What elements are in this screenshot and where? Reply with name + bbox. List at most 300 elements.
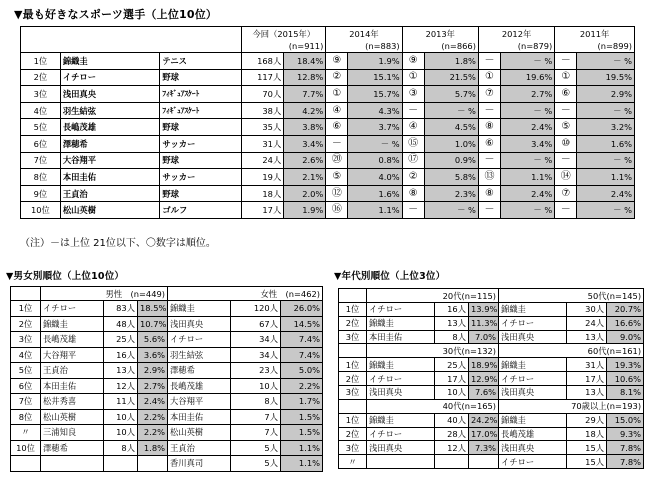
male-pct: 5.6% [138, 332, 168, 348]
header-current: 今回（2015年） [242, 27, 326, 41]
main-header-row [21, 27, 635, 41]
female-count: 5人 [231, 456, 281, 472]
rank-cell: 1位 [21, 53, 61, 70]
rank-2014: ⑥ [326, 119, 348, 136]
left-pct: 11.3% [469, 316, 499, 330]
age-row [339, 330, 644, 344]
male-count: 13人 [104, 363, 138, 379]
rank-cell: 2位 [339, 427, 367, 441]
rank-cell: 3位 [339, 385, 367, 399]
right-pct: 15.0% [607, 413, 644, 427]
rank-2012: － [478, 53, 500, 70]
rank-2011: ⑥ [555, 86, 577, 103]
age-row [339, 427, 644, 441]
gender-header-row [11, 287, 323, 301]
left-name: 錦織圭 [367, 358, 435, 372]
pct-2014: 4.3% [348, 102, 402, 119]
pct-2013: － % [424, 102, 478, 119]
main-row [21, 202, 635, 219]
right-pct: 16.6% [607, 316, 644, 330]
rank-2014: ⑳ [326, 152, 348, 169]
main-row [21, 53, 635, 70]
gender-row [11, 456, 323, 472]
rank-2011: － [555, 152, 577, 169]
rank-2011: － [555, 53, 577, 70]
pct-2013: 4.5% [424, 119, 478, 136]
count-cell: 31人 [242, 135, 284, 152]
pct-2011: 2.9% [577, 86, 635, 103]
male-count: 83人 [104, 301, 138, 317]
rank-2013: ① [402, 69, 424, 86]
rank-cell: 3位 [339, 330, 367, 344]
age-row [339, 455, 644, 469]
pct-2012: 2.4% [501, 119, 555, 136]
pct-2011: － % [577, 202, 635, 219]
age-row [339, 358, 644, 372]
female-pct: 7.4% [281, 332, 323, 348]
right-count: 15人 [567, 455, 607, 469]
right-count: 17人 [567, 372, 607, 386]
main-row [21, 86, 635, 103]
rank-2014: ④ [326, 102, 348, 119]
left-name [367, 455, 435, 469]
rank-cell: 3位 [339, 441, 367, 455]
sport-name: 野球 [160, 69, 242, 86]
count-cell: 19人 [242, 169, 284, 186]
rank-cell: 〃 [11, 425, 41, 441]
left-pct: 24.2% [469, 413, 499, 427]
male-name: 松井秀喜 [41, 394, 104, 410]
rank-2011: － [555, 102, 577, 119]
rank-cell: 4位 [11, 347, 41, 363]
pct-2014: － % [348, 135, 402, 152]
age-right-label: 70歳以上 [571, 401, 607, 412]
left-count [435, 455, 469, 469]
female-name: 羽生結弦 [168, 347, 231, 363]
right-name: 錦織圭 [499, 413, 567, 427]
male-count: 48人 [104, 316, 138, 332]
female-count: 34人 [231, 332, 281, 348]
left-pct [469, 455, 499, 469]
rank-2011: ⑩ [555, 135, 577, 152]
female-count: 7人 [231, 409, 281, 425]
rank-2013: ⑮ [402, 135, 424, 152]
right-name: 錦織圭 [499, 303, 567, 317]
age-left-label: 20代 [442, 290, 462, 301]
female-pct: 2.2% [281, 378, 323, 394]
rank-cell: 7位 [21, 152, 61, 169]
athlete-name: 王貞治 [60, 185, 160, 202]
pct-2014: 1.9% [348, 53, 402, 70]
age-row [339, 441, 644, 455]
pct-2014: 1.6% [348, 185, 402, 202]
rank-2013: － [402, 102, 424, 119]
pct-2013: 5.7% [424, 86, 478, 103]
female-name: イチロー [168, 332, 231, 348]
pct-2011: 1.6% [577, 135, 635, 152]
gender-row [11, 440, 323, 456]
pct-2011: 19.5% [577, 69, 635, 86]
female-count: 10人 [231, 378, 281, 394]
age-left-header [367, 289, 499, 303]
left-count: 13人 [435, 316, 469, 330]
female-name: 王貞治 [168, 440, 231, 456]
rank-cell: 2位 [21, 69, 61, 86]
male-pct: 18.5% [138, 301, 168, 317]
rank-cell: 2位 [11, 316, 41, 332]
gender-ranking-table [10, 286, 323, 472]
sport-name: 野球 [160, 185, 242, 202]
count-cell: 18人 [242, 185, 284, 202]
age-row [339, 413, 644, 427]
header-2013: 2013年 [402, 27, 478, 41]
left-count: 17人 [435, 372, 469, 386]
sport-name: ﾌｨｷﾞｭｱｽｹｰﾄ [160, 102, 242, 119]
male-name: 錦織圭 [41, 316, 104, 332]
gender-row [11, 301, 323, 317]
main-row [21, 185, 635, 202]
count-cell: 35人 [242, 119, 284, 136]
pct-2013: － % [424, 202, 478, 219]
gender-row [11, 378, 323, 394]
male-pct: 2.7% [138, 378, 168, 394]
right-pct: 10.6% [607, 372, 644, 386]
rank-cell: 6位 [11, 378, 41, 394]
rank-2014: ⑤ [326, 169, 348, 186]
gender-row [11, 316, 323, 332]
right-name: 浅田真央 [499, 441, 567, 455]
left-pct: 17.0% [469, 427, 499, 441]
age-corner [339, 399, 367, 413]
male-count: 12人 [104, 378, 138, 394]
female-header [168, 287, 323, 301]
right-count: 15人 [567, 441, 607, 455]
pct-2012: － % [501, 152, 555, 169]
age-right-header [499, 399, 644, 413]
female-count: 23人 [231, 363, 281, 379]
left-count: 25人 [435, 358, 469, 372]
main-row [21, 135, 635, 152]
rank-cell: 5位 [21, 119, 61, 136]
sport-name: サッカー [160, 169, 242, 186]
percent-cell: 2.1% [284, 169, 326, 186]
gender-title: ▼男女別順位（上位10位） [6, 271, 125, 282]
athlete-name: 大谷翔平 [60, 152, 160, 169]
age-group-header [339, 289, 644, 303]
rank-cell: 1位 [11, 301, 41, 317]
age-left-n: (n=115) [461, 290, 497, 301]
count-cell: 17人 [242, 202, 284, 219]
rank-2013: ③ [402, 86, 424, 103]
athlete-name: 羽生結弦 [60, 102, 160, 119]
rank-cell: 5位 [11, 363, 41, 379]
age-group-header [339, 344, 644, 358]
left-pct: 12.9% [469, 372, 499, 386]
male-count: 16人 [104, 347, 138, 363]
rank-2011: ① [555, 69, 577, 86]
left-name: イチロー [367, 427, 435, 441]
sport-name: 野球 [160, 119, 242, 136]
age-left-label: 40代 [442, 401, 462, 412]
female-n: (n=462) [285, 288, 320, 299]
female-pct: 1.7% [281, 394, 323, 410]
pct-2011: － % [577, 152, 635, 169]
count-cell: 168人 [242, 53, 284, 70]
male-name: 三浦知良 [41, 425, 104, 441]
right-name: 長嶋茂雄 [499, 427, 567, 441]
rank-2014: ⑫ [326, 185, 348, 202]
pct-2012: － % [501, 53, 555, 70]
male-header-label: 男性 [105, 288, 123, 299]
age-row [339, 372, 644, 386]
right-pct: 20.7% [607, 303, 644, 317]
female-name: 浅田真央 [168, 316, 231, 332]
right-count: 13人 [567, 385, 607, 399]
percent-cell: 12.8% [284, 69, 326, 86]
right-name: イチロー [499, 372, 567, 386]
pct-2013: 1.0% [424, 135, 478, 152]
athlete-name: 錦織圭 [60, 53, 160, 70]
age-group-header [339, 399, 644, 413]
pct-2014: 15.1% [348, 69, 402, 86]
right-count: 24人 [567, 316, 607, 330]
right-count: 18人 [567, 427, 607, 441]
header-2014: 2014年 [326, 27, 402, 41]
rank-2012: － [478, 102, 500, 119]
age-right-n: (n=145) [606, 290, 642, 301]
age-right-n: (n=193) [606, 401, 642, 412]
rank-cell: 4位 [21, 102, 61, 119]
rank-2012: ⑬ [478, 169, 500, 186]
pct-2011: － % [577, 53, 635, 70]
male-name: イチロー [41, 301, 104, 317]
female-name: 香川真司 [168, 456, 231, 472]
male-count: 11人 [104, 394, 138, 410]
rank-cell: 〃 [339, 455, 367, 469]
right-name: 浅田真央 [499, 330, 567, 344]
athlete-name: 澤穂希 [60, 135, 160, 152]
female-pct: 26.0% [281, 301, 323, 317]
age-left-header [367, 399, 499, 413]
male-count: 8人 [104, 440, 138, 456]
gender-row [11, 394, 323, 410]
pct-2013: 1.8% [424, 53, 478, 70]
age-title: ▼年代別順位（上位3位） [334, 271, 446, 282]
left-name: 錦織圭 [367, 413, 435, 427]
rank-cell: 1位 [339, 303, 367, 317]
male-name [41, 456, 104, 472]
right-count: 30人 [567, 303, 607, 317]
rank-2013: ② [402, 169, 424, 186]
percent-cell: 4.2% [284, 102, 326, 119]
left-name: イチロー [367, 372, 435, 386]
percent-cell: 3.8% [284, 119, 326, 136]
pct-2011: － % [577, 102, 635, 119]
male-name: 本田圭佑 [41, 378, 104, 394]
rank-2012: ⑦ [478, 86, 500, 103]
rank-2014: ⑨ [326, 53, 348, 70]
female-header-label: 女性 [260, 288, 278, 299]
athlete-name: 長嶋茂雄 [60, 119, 160, 136]
right-pct: 8.1% [607, 385, 644, 399]
rank-cell: 10位 [21, 202, 61, 219]
female-name: 本田圭佑 [168, 409, 231, 425]
rank-2014: － [326, 135, 348, 152]
rank-2014: ⑯ [326, 202, 348, 219]
pct-2014: 1.1% [348, 202, 402, 219]
female-pct: 1.5% [281, 425, 323, 441]
pct-2012: 19.6% [501, 69, 555, 86]
rank-2011: ⑦ [555, 185, 577, 202]
age-right-label: 60代 [587, 345, 607, 356]
rank-cell [11, 456, 41, 472]
pct-2013: 5.8% [424, 169, 478, 186]
age-right-header [499, 289, 644, 303]
rank-cell: 1位 [339, 358, 367, 372]
rank-2013: ⑨ [402, 53, 424, 70]
male-count [104, 456, 138, 472]
female-pct: 7.4% [281, 347, 323, 363]
rank-2013: ④ [402, 119, 424, 136]
rank-cell: 2位 [339, 316, 367, 330]
right-count: 29人 [567, 413, 607, 427]
age-corner [339, 289, 367, 303]
main-row [21, 152, 635, 169]
male-pct: 2.4% [138, 394, 168, 410]
female-count: 67人 [231, 316, 281, 332]
right-count: 31人 [567, 358, 607, 372]
female-pct: 1.1% [281, 456, 323, 472]
age-corner [339, 344, 367, 358]
count-cell: 24人 [242, 152, 284, 169]
pct-2011: 1.1% [577, 169, 635, 186]
age-right-label: 50代 [587, 290, 607, 301]
rank-cell: 6位 [21, 135, 61, 152]
count-cell: 117人 [242, 69, 284, 86]
male-n: (n=449) [130, 288, 165, 299]
right-name: 錦織圭 [499, 358, 567, 372]
pct-2013: 21.5% [424, 69, 478, 86]
female-count: 5人 [231, 440, 281, 456]
male-name: 澤穂希 [41, 440, 104, 456]
rank-cell: 8位 [11, 409, 41, 425]
header-2012: 2012年 [478, 27, 554, 41]
count-cell: 70人 [242, 86, 284, 103]
athlete-name: イチロー [60, 69, 160, 86]
female-name: 松山英樹 [168, 425, 231, 441]
age-right-header [499, 344, 644, 358]
right-name: イチロー [499, 455, 567, 469]
pct-2014: 0.8% [348, 152, 402, 169]
left-count: 8人 [435, 330, 469, 344]
percent-cell: 3.4% [284, 135, 326, 152]
left-pct: 7.6% [469, 385, 499, 399]
rank-2014: ① [326, 86, 348, 103]
pct-2013: 2.3% [424, 185, 478, 202]
left-count: 28人 [435, 427, 469, 441]
pct-2011: 2.4% [577, 185, 635, 202]
male-name: 王貞治 [41, 363, 104, 379]
count-cell: 38人 [242, 102, 284, 119]
female-name: 澤穂希 [168, 363, 231, 379]
rank-cell: 7位 [11, 394, 41, 410]
percent-cell: 1.9% [284, 202, 326, 219]
rank-cell: 10位 [11, 440, 41, 456]
age-left-label: 30代 [442, 345, 462, 356]
male-pct: 2.2% [138, 425, 168, 441]
rank-2011: ⑤ [555, 119, 577, 136]
left-pct: 7.0% [469, 330, 499, 344]
corner-cell [21, 27, 242, 53]
left-pct: 7.3% [469, 441, 499, 455]
rank-2012: － [478, 152, 500, 169]
rank-2012: － [478, 202, 500, 219]
left-name: イチロー [367, 303, 435, 317]
percent-cell: 2.6% [284, 152, 326, 169]
gender-row [11, 409, 323, 425]
female-name: 長嶋茂雄 [168, 378, 231, 394]
pct-2012: 2.4% [501, 185, 555, 202]
gender-row [11, 347, 323, 363]
right-pct: 19.3% [607, 358, 644, 372]
main-row [21, 102, 635, 119]
rank-cell: 1位 [339, 413, 367, 427]
main-row [21, 169, 635, 186]
age-row [339, 303, 644, 317]
athlete-name: 松山英樹 [60, 202, 160, 219]
rank-2014: ② [326, 69, 348, 86]
male-pct: 10.7% [138, 316, 168, 332]
female-count: 8人 [231, 394, 281, 410]
rank-2012: ⑧ [478, 119, 500, 136]
age-ranking-table [338, 288, 644, 469]
rank-cell: 9位 [21, 185, 61, 202]
right-pct: 7.8% [607, 455, 644, 469]
rank-cell: 8位 [21, 169, 61, 186]
right-pct: 9.0% [607, 330, 644, 344]
female-pct: 5.0% [281, 363, 323, 379]
male-pct: 2.9% [138, 363, 168, 379]
header-2011: 2011年 [555, 27, 635, 41]
rank-2011: － [555, 202, 577, 219]
sport-name: サッカー [160, 135, 242, 152]
male-pct [138, 456, 168, 472]
age-left-n: (n=132) [461, 345, 497, 356]
female-count: 120人 [231, 301, 281, 317]
male-count: 10人 [104, 425, 138, 441]
left-count: 12人 [435, 441, 469, 455]
left-count: 16人 [435, 303, 469, 317]
main-row [21, 119, 635, 136]
left-name: 錦織圭 [367, 316, 435, 330]
age-row [339, 316, 644, 330]
percent-cell: 7.7% [284, 86, 326, 103]
rank-2013: ⑧ [402, 185, 424, 202]
male-name: 長嶋茂雄 [41, 332, 104, 348]
rank-cell: 3位 [11, 332, 41, 348]
female-name: 大谷翔平 [168, 394, 231, 410]
rank-cell: 2位 [339, 372, 367, 386]
gender-row [11, 425, 323, 441]
header-2012-n: (n=879) [478, 41, 554, 53]
sport-name: ゴルフ [160, 202, 242, 219]
age-right-n: (n=161) [606, 345, 642, 356]
rank-2012: ⑧ [478, 185, 500, 202]
male-name: 大谷翔平 [41, 347, 104, 363]
sport-name: 野球 [160, 152, 242, 169]
rank-2012: ⑥ [478, 135, 500, 152]
rank-2013: ⑰ [402, 152, 424, 169]
